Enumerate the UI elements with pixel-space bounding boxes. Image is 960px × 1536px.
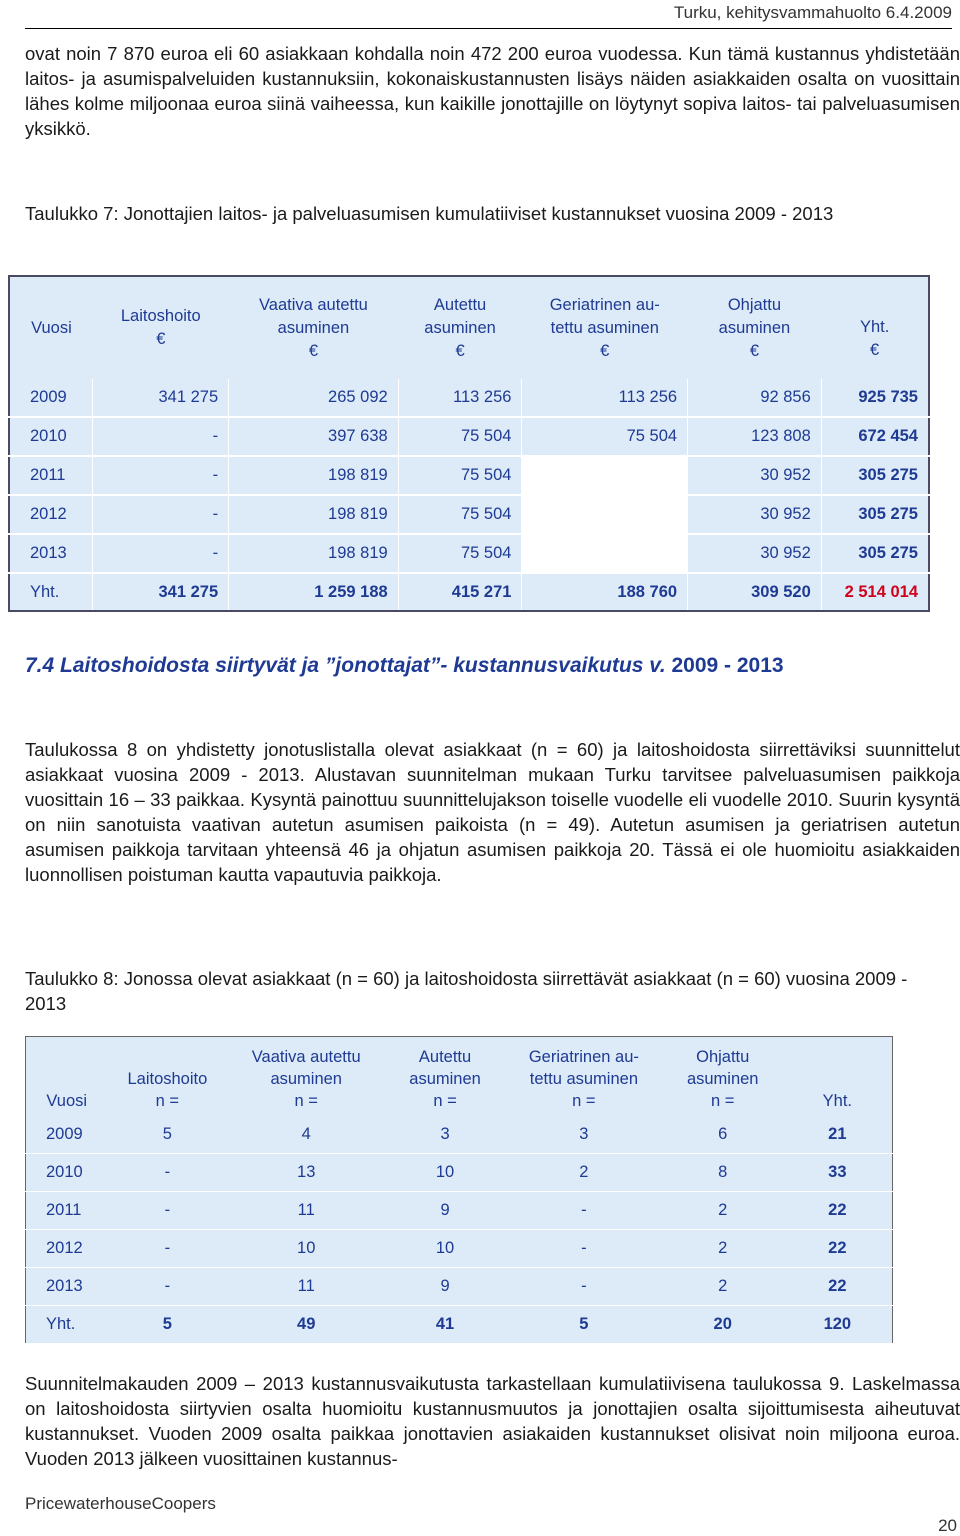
table8	[25, 1036, 893, 1344]
table7-caption: Taulukko 7: Jonottajien laitos- ja palveluasumisen kumulatiiviset kustannukset vuosina 2009 - 2013	[25, 203, 834, 224]
table-row: 2012 - 198 819 75 504 30 952 305 275	[9, 495, 929, 534]
col-vaativa: Vaativa autettu asuminen €	[229, 276, 399, 379]
col-ohjattu: Ohjattu asuminen €	[688, 276, 822, 379]
table7	[8, 275, 930, 612]
table-row: 2012 - 10 10 - 2 22	[26, 1230, 893, 1268]
table7-header-row	[9, 276, 929, 379]
col-yht: Yht.	[783, 1037, 893, 1117]
table-row: 2013 - 11 9 - 2 22	[26, 1268, 893, 1306]
table-row: 2013 - 198 819 75 504 30 952 305 275	[9, 534, 929, 573]
paragraph-3: Suunnitelmakauden 2009 – 2013 kustannusvaikutusta tarkastellaan kumulatiivisena taulukossa 9. Laskelmassa on laitoshoidosta siirtyvien osalta huomioitu kustannusmuutos ja jonottajien osalta sijoittumisesta aiheutuvat kustannukset. Vuoden 2009 osalta paikkaa jonottavien asiakaiden kustannukset olisivat noin miljoona euroa. Vuoden 2013 jälkeen vuosittainen kustannus-	[25, 1373, 960, 1469]
col-laitoshoito: Laitoshoito n =	[107, 1037, 227, 1117]
col-geriatrinen: Geriatrinen au- tettu asuminen n =	[505, 1037, 663, 1117]
table-row: 2011 - 198 819 75 504 30 952 305 275	[9, 456, 929, 495]
table-total-row: Yht. 5 49 41 5 20 120	[26, 1306, 893, 1344]
grand-total: 2 514 014	[821, 573, 929, 611]
col-ohjattu: Ohjattu asuminen n =	[663, 1037, 783, 1117]
table-row: 2010 - 397 638 75 504 75 504 123 808 672 454	[9, 417, 929, 456]
col-autettu: Autettu asuminen €	[398, 276, 522, 379]
col-laitoshoito: Laitoshoito €	[93, 276, 229, 379]
col-vaativa: Vaativa autettu asuminen n =	[227, 1037, 385, 1117]
table8-caption: Taulukko 8: Jonossa olevat asiakkaat (n = 60) ja laitoshoidosta siirrettävät asiakkaat (n = 60) vuosina 2009 - 2013	[25, 968, 908, 1014]
table-row: 2009 341 275 265 092 113 256 113 256 92 856 925 735	[9, 379, 929, 417]
col-vuosi: Vuosi	[26, 1037, 108, 1117]
document-header: Turku, kehitysvammahuolto 6.4.2009	[673, 3, 952, 22]
col-vuosi: Vuosi	[9, 276, 93, 379]
intro-paragraph: ovat noin 7 870 euroa eli 60 asiakkaan kohdalla noin 472 200 euroa vuodessa. Kun tämä kustannus yhdistetään laitos- ja asumispalveluiden kustannuksiin, kokonaiskustannusten lisäys näiden asiakkaiden osalta on vuosittain lähes kolme miljoonaa euroa siinä vaiheessa, kun kaikille jonottajille on löytynyt sopiva laitos- tai palveluasumisen yksikkö.	[25, 43, 960, 139]
header-rule	[25, 28, 952, 29]
page-number: 20	[938, 1516, 957, 1535]
col-autettu: Autettu asuminen n =	[385, 1037, 505, 1117]
table-total-row: Yht. 341 275 1 259 188 415 271 188 760 309 520 2 514 014	[9, 573, 929, 611]
footer-company: PricewaterhouseCoopers	[25, 1494, 216, 1513]
col-yht: Yht. €	[821, 276, 929, 379]
table-row: 2009 5 4 3 3 6 21	[26, 1116, 893, 1154]
table-row: 2010 - 13 10 2 8 33	[26, 1154, 893, 1192]
table8-header-row	[26, 1037, 893, 1117]
col-geriatrinen: Geriatrinen au- tettu asuminen €	[522, 276, 688, 379]
section-title: 7.4 Laitoshoidosta siirtyvät ja ”jonottajat”- kustannusvaikutus v. 2009 - 2013	[25, 654, 784, 677]
paragraph-2: Taulukossa 8 on yhdistetty jonotuslistalla olevat asiakkaat (n = 60) ja laitoshoidosta siirrettäviksi suunnittelut asiakkaat vuosina 2009 - 2013. Alustavan suunnitelman mukaan Turku tarvitsee palveluasumisen paikkoja vuosittain 16 – 33 paikkaa. Kysyntä painottuu suunnittelujakson toiselle vuodelle eli vuodelle 2010. Suurin kysyntä on niin sanotuista vaativan autetun asumisen paikoista (n = 49). Autetun asumisen ja geriatrisen autetun asumisen paikkoja tarvitaan yhteensä 46 ja ohjatun asumisen paikkoja 20. Tässä ei ole huomioitu asiakkaiden luonnollisen poistuman kautta vapautuvia paikkoja.	[25, 739, 960, 885]
table-row: 2011 - 11 9 - 2 22	[26, 1192, 893, 1230]
